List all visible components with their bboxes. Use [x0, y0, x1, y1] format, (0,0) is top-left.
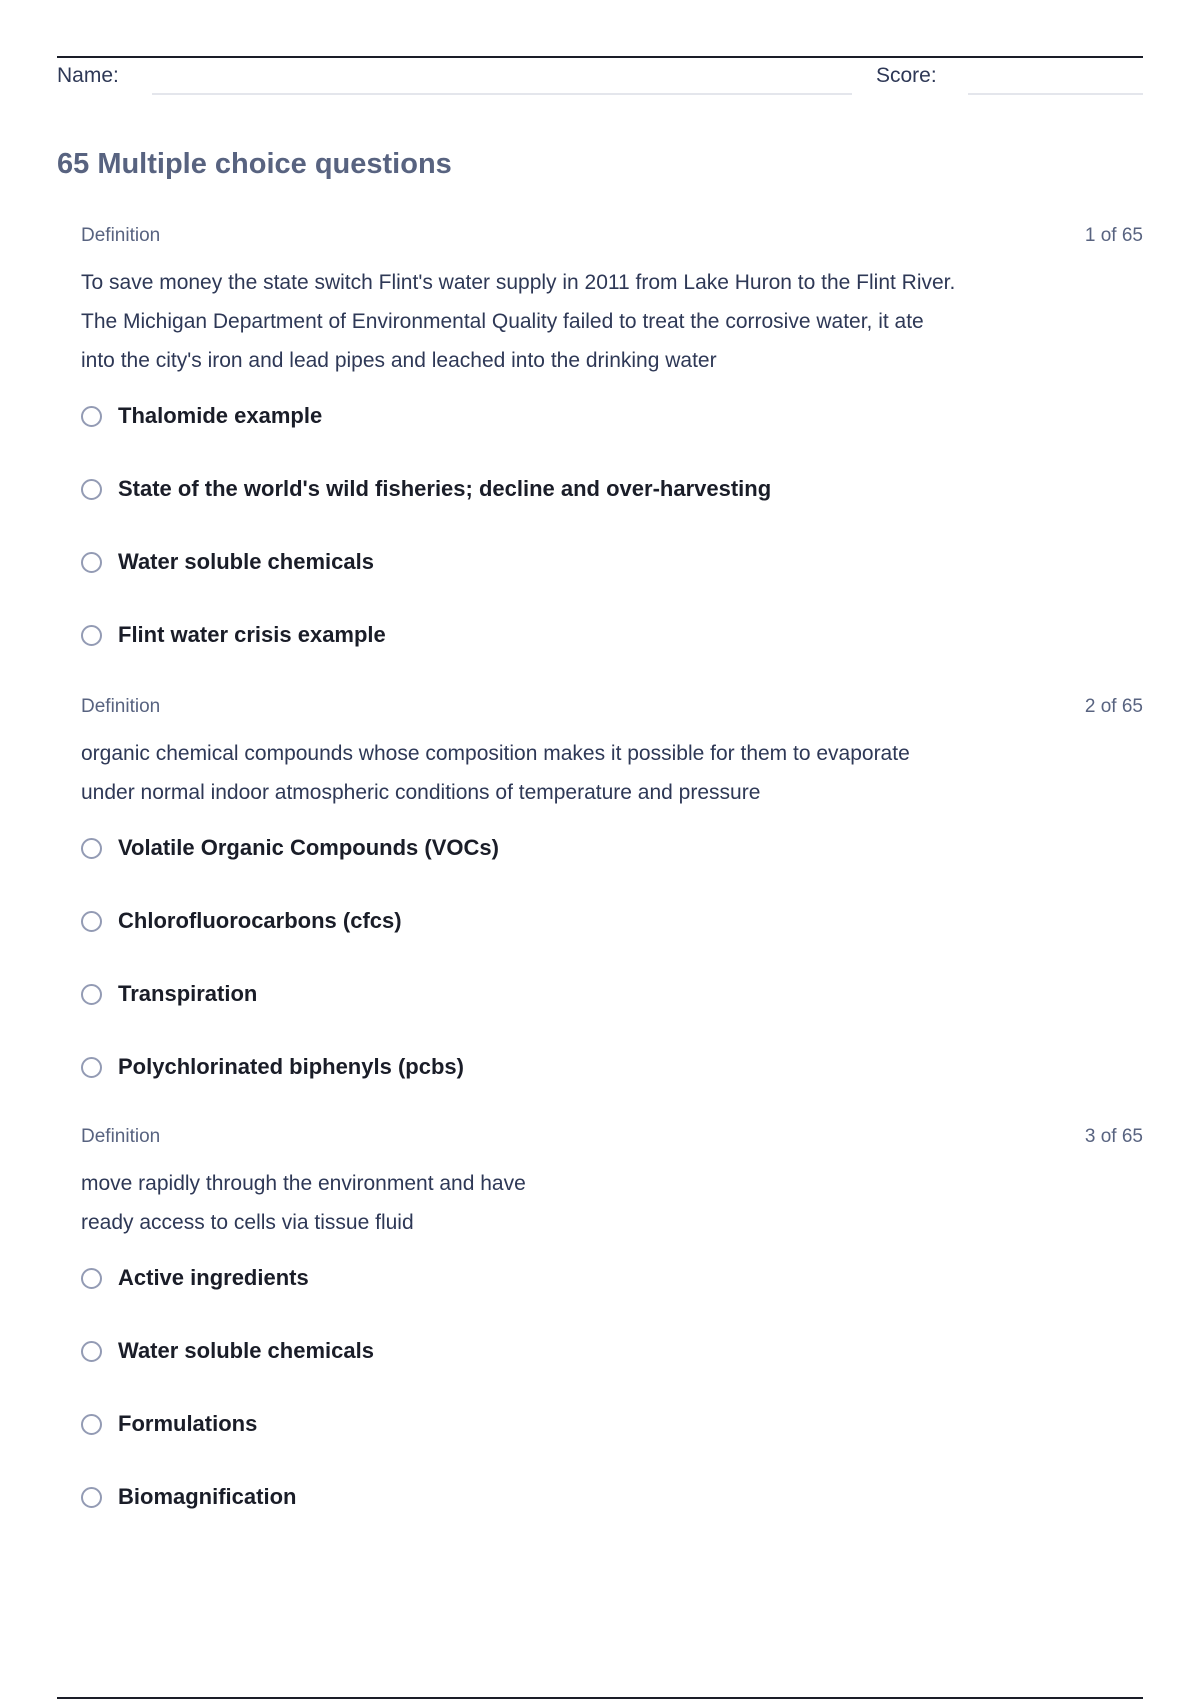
prompt-line: ready access to cells via tissue fluid: [81, 1211, 414, 1234]
worksheet-page: [57, 0, 1143, 1700]
question-type: Definition: [81, 696, 161, 717]
answer-option-label: Flint water crisis example: [118, 622, 386, 647]
score-field[interactable]: [968, 93, 1143, 95]
radio-button[interactable]: [81, 1268, 102, 1289]
answer-option[interactable]: [81, 907, 1143, 980]
name-field[interactable]: [152, 93, 852, 95]
bottom-divider: [57, 1697, 1143, 1699]
question-3: [81, 1126, 1143, 1556]
answer-option[interactable]: [81, 475, 1143, 548]
radio-button[interactable]: [81, 552, 102, 573]
answer-option[interactable]: [81, 1483, 1143, 1556]
answer-option[interactable]: [81, 548, 1143, 621]
question-header: [81, 225, 1143, 253]
question-header: [81, 1126, 1143, 1154]
radio-button[interactable]: [81, 1057, 102, 1078]
header-row: [57, 62, 1143, 98]
question-counter: 2 of 65: [1084, 696, 1143, 717]
score-label: Score:: [876, 64, 937, 87]
question-header: [81, 696, 1143, 724]
answer-option-label: Volatile Organic Compounds (VOCs): [118, 835, 499, 860]
answer-options: [81, 834, 1143, 1126]
radio-button[interactable]: [81, 911, 102, 932]
radio-button[interactable]: [81, 406, 102, 427]
answer-option-label: Chlorofluorocarbons (cfcs): [118, 908, 402, 933]
prompt-line: The Michigan Department of Environmental Quality failed to treat the corrosive water, it ate: [81, 310, 924, 333]
answer-option-label: Thalomide example: [118, 403, 323, 428]
answer-option[interactable]: [81, 980, 1143, 1053]
radio-button[interactable]: [81, 838, 102, 859]
question-prompt: [81, 734, 1091, 812]
question-2: [81, 696, 1143, 1126]
question-prompt: [81, 263, 1091, 380]
answer-option-label: Water soluble chemicals: [118, 1338, 374, 1363]
answer-option[interactable]: [81, 1337, 1143, 1410]
answer-option[interactable]: [81, 1410, 1143, 1483]
name-label: Name:: [57, 64, 119, 87]
question-1: [81, 225, 1143, 694]
radio-button[interactable]: [81, 1487, 102, 1508]
question-counter: 3 of 65: [1084, 1126, 1143, 1147]
question-type: Definition: [81, 1126, 161, 1147]
page-title: 65 Multiple choice questions: [57, 148, 452, 180]
answer-option-label: Formulations: [118, 1411, 258, 1436]
answer-options: [81, 402, 1143, 694]
radio-button[interactable]: [81, 1341, 102, 1362]
answer-option-label: Active ingredients: [118, 1265, 309, 1290]
answer-options: [81, 1264, 1143, 1556]
answer-option[interactable]: [81, 402, 1143, 475]
prompt-line: under normal indoor atmospheric conditions of temperature and pressure: [81, 781, 761, 804]
answer-option[interactable]: [81, 621, 1143, 694]
answer-option[interactable]: [81, 1264, 1143, 1337]
answer-option-label: Water soluble chemicals: [118, 549, 374, 574]
prompt-line: organic chemical compounds whose composition makes it possible for them to evaporate: [81, 742, 910, 765]
radio-button[interactable]: [81, 625, 102, 646]
question-counter: 1 of 65: [1084, 225, 1143, 246]
answer-option[interactable]: [81, 834, 1143, 907]
prompt-line: To save money the state switch Flint's water supply in 2011 from Lake Huron to the Flint River.: [81, 271, 956, 294]
radio-button[interactable]: [81, 1414, 102, 1435]
prompt-line: into the city's iron and lead pipes and leached into the drinking water: [81, 349, 717, 372]
prompt-line: move rapidly through the environment and have: [81, 1172, 526, 1195]
answer-option-label: State of the world's wild fisheries; decline and over-harvesting: [118, 476, 772, 501]
radio-button[interactable]: [81, 479, 102, 500]
answer-option-label: Biomagnification: [118, 1484, 297, 1509]
top-divider: [57, 56, 1143, 58]
answer-option[interactable]: [81, 1053, 1143, 1126]
question-prompt: [81, 1164, 1091, 1242]
answer-option-label: Transpiration: [118, 981, 258, 1006]
question-type: Definition: [81, 225, 161, 246]
answer-option-label: Polychlorinated biphenyls (pcbs): [118, 1054, 464, 1079]
radio-button[interactable]: [81, 984, 102, 1005]
